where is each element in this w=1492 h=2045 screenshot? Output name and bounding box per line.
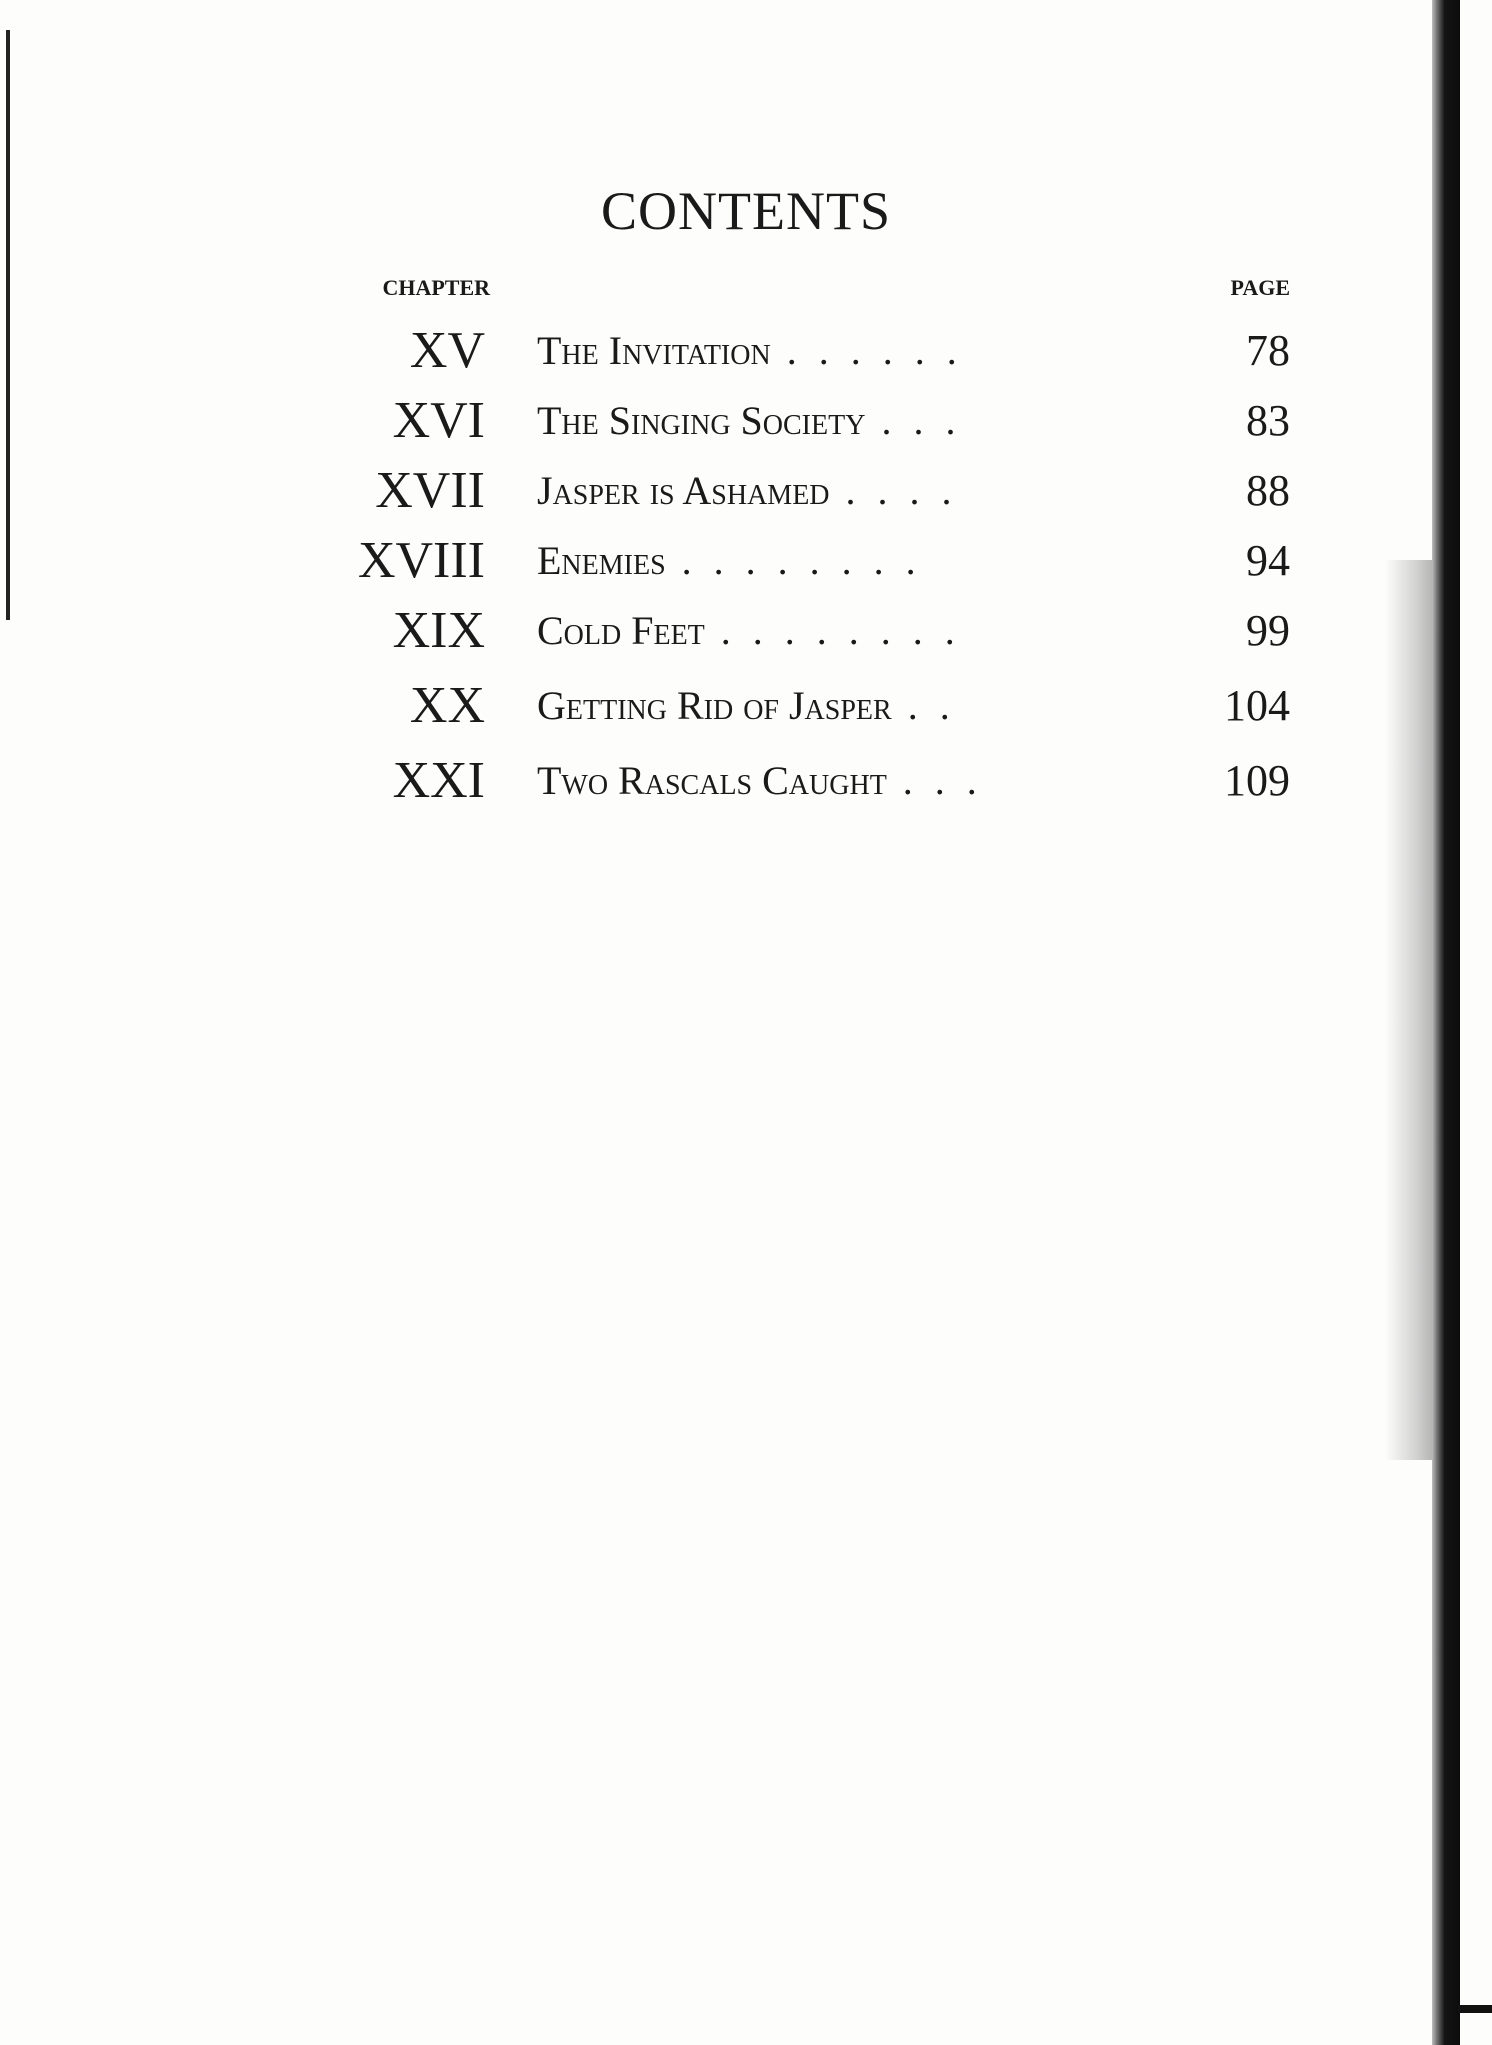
dot-leader: . . . . (829, 468, 958, 513)
chapter-title-text: Enemies (537, 538, 666, 583)
dot-leader: . . . . . . . . (704, 608, 961, 653)
page-number: 83 (1246, 396, 1290, 445)
toc-row (0, 386, 1492, 456)
toc-row (0, 456, 1492, 526)
chapter-number: XVII (375, 462, 485, 519)
chapter-title-text: Getting Rid of Jasper (537, 683, 892, 728)
chapter-title-text: The Singing Society (537, 398, 866, 443)
dot-leader: . . . . . . (770, 328, 963, 373)
chapter-title (537, 596, 1167, 666)
chapter-title (537, 386, 1167, 456)
toc-row (0, 316, 1492, 386)
page-number: 94 (1246, 536, 1290, 585)
chapter-title (537, 671, 1167, 741)
dot-leader: . . (891, 683, 956, 728)
page-column-label: PAGE (1230, 275, 1290, 300)
page-title: CONTENTS (601, 181, 891, 241)
dot-leader: . . . (865, 398, 962, 443)
chapter-column-label: CHAPTER (382, 275, 490, 300)
chapter-title-text: Cold Feet (537, 608, 705, 653)
page-number: 78 (1246, 326, 1290, 375)
chapter-number: XIX (392, 602, 485, 659)
chapter-number: XX (409, 677, 485, 734)
chapter-number: XV (409, 322, 485, 379)
chapter-title-text: Jasper is Ashamed (537, 468, 830, 513)
toc-row (0, 596, 1492, 666)
toc-row (0, 526, 1492, 596)
chapter-number: XVIII (357, 532, 485, 589)
page-number: 104 (1224, 681, 1290, 730)
page-number: 99 (1246, 606, 1290, 655)
chapter-number: XVI (392, 392, 485, 449)
page-edge-foot (1458, 2005, 1492, 2013)
chapter-title (537, 456, 1167, 526)
toc-row (0, 746, 1492, 816)
chapter-title-text: The Invitation (537, 328, 771, 373)
toc-row (0, 671, 1492, 741)
chapter-number: XXI (392, 752, 485, 809)
chapter-title (537, 746, 1167, 816)
dot-leader: . . . . . . . . (665, 538, 922, 583)
dot-leader: . . . (886, 758, 983, 803)
page-edge-right (1432, 0, 1460, 2045)
chapter-title (537, 526, 1167, 596)
page-number: 88 (1246, 466, 1290, 515)
chapter-title-text: Two Rascals Caught (537, 758, 887, 803)
page-number: 109 (1224, 756, 1290, 805)
chapter-title (537, 316, 1167, 386)
